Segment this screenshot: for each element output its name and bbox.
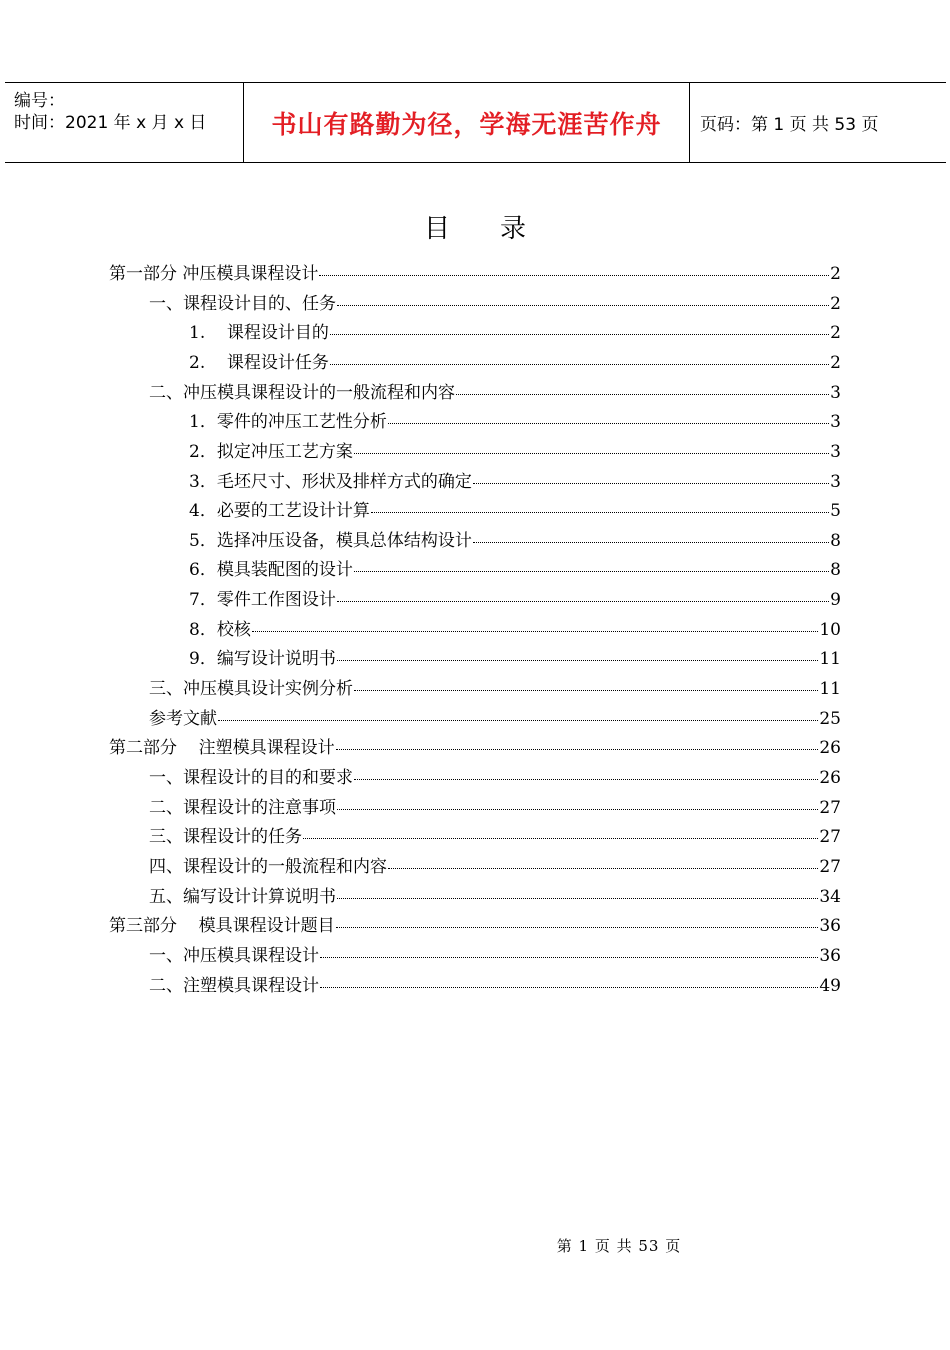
toc-leader — [252, 630, 819, 632]
toc-entry[interactable]: 参考文献 25 — [149, 709, 841, 729]
toc-entry[interactable]: 6．模具装配图的设计 8 — [189, 560, 841, 580]
toc-leader — [388, 867, 818, 869]
toc-entry[interactable]: 5．选择冲压设备，模具总体结构设计 8 — [189, 531, 841, 551]
toc-entry[interactable]: 2. 课程设计任务 2 — [189, 353, 841, 373]
toc-leader — [330, 333, 829, 335]
toc-entry[interactable]: 二、冲压模具课程设计的一般流程和内容 3 — [149, 383, 841, 403]
toc-title: 目录 — [423, 214, 576, 244]
toc-leader — [303, 837, 818, 839]
toc-entry[interactable]: 四、课程设计的一般流程和内容 27 — [149, 857, 841, 877]
toc-leader — [337, 897, 818, 899]
toc-entry[interactable]: 9．编写设计说明书 11 — [189, 649, 841, 669]
toc-leader — [354, 778, 818, 780]
toc-leader — [320, 956, 818, 958]
toc-entry[interactable]: 一、冲压模具课程设计 36 — [149, 946, 841, 966]
toc-leader — [319, 274, 829, 276]
toc-leader — [218, 719, 818, 721]
toc-entry[interactable]: 三、课程设计的任务 27 — [149, 827, 841, 847]
toc-entry[interactable]: 1．零件的冲压工艺性分析 3 — [189, 412, 841, 432]
toc-entry[interactable]: 二、注塑模具课程设计 49 — [149, 976, 841, 996]
toc-leader — [473, 541, 829, 543]
toc-entry[interactable]: 1. 课程设计目的 2 — [189, 323, 841, 343]
time-line: 时间：2021 年 x 月 x 日 — [14, 113, 207, 133]
toc-entry[interactable]: 第三部分 模具课程设计题目 36 — [109, 916, 841, 936]
toc-leader — [320, 986, 818, 988]
toc-leader — [371, 511, 829, 513]
toc-leader — [354, 689, 818, 691]
toc-leader — [337, 808, 818, 810]
toc-leader — [456, 393, 829, 395]
toc-entry[interactable]: 三、冲压模具设计实例分析 11 — [149, 679, 841, 699]
toc-entry[interactable]: 一、课程设计的目的和要求 26 — [149, 768, 841, 788]
toc-entry[interactable]: 二、课程设计的注意事项 27 — [149, 798, 841, 818]
toc-leader — [354, 570, 829, 572]
toc-leader — [337, 659, 819, 661]
header-page-info: 页码：第 1 页 共 53 页 — [700, 115, 879, 135]
toc-leader — [336, 926, 819, 928]
toc-entry[interactable]: 一、课程设计目的、任务 2 — [149, 294, 841, 314]
toc-entry[interactable]: 8．校核 10 — [189, 620, 841, 640]
toc-entry[interactable]: 4．必要的工艺设计计算 5 — [189, 501, 841, 521]
page-footer: 第 1 页 共 53 页 — [556, 1237, 682, 1255]
toc-leader — [337, 304, 829, 306]
motto-text: 书山有路勤为径，学海无涯苦作舟 — [271, 109, 662, 139]
header-meta-cell — [5, 83, 244, 162]
toc-entry[interactable]: 7．零件工作图设计 9 — [189, 590, 841, 610]
toc-entry[interactable]: 第一部分 冲压模具课程设计 2 — [109, 264, 841, 284]
toc-entry[interactable]: 第二部分 注塑模具课程设计 26 — [109, 738, 841, 758]
toc-leader — [388, 422, 829, 424]
toc-entry[interactable]: 五、编写设计计算说明书 34 — [149, 887, 841, 907]
page-header — [5, 82, 946, 163]
serial-number-label: 编号： — [14, 91, 65, 111]
toc-leader — [473, 482, 829, 484]
toc-leader — [336, 748, 819, 750]
header-page-cell — [690, 83, 946, 162]
toc-leader — [330, 363, 829, 365]
header-motto-cell — [244, 83, 690, 162]
toc-leader — [354, 452, 829, 454]
toc-entry[interactable]: 3．毛坯尺寸、形状及排样方式的确定 3 — [189, 472, 841, 492]
toc-leader — [337, 600, 829, 602]
toc-entry[interactable]: 2．拟定冲压工艺方案 3 — [189, 442, 841, 462]
